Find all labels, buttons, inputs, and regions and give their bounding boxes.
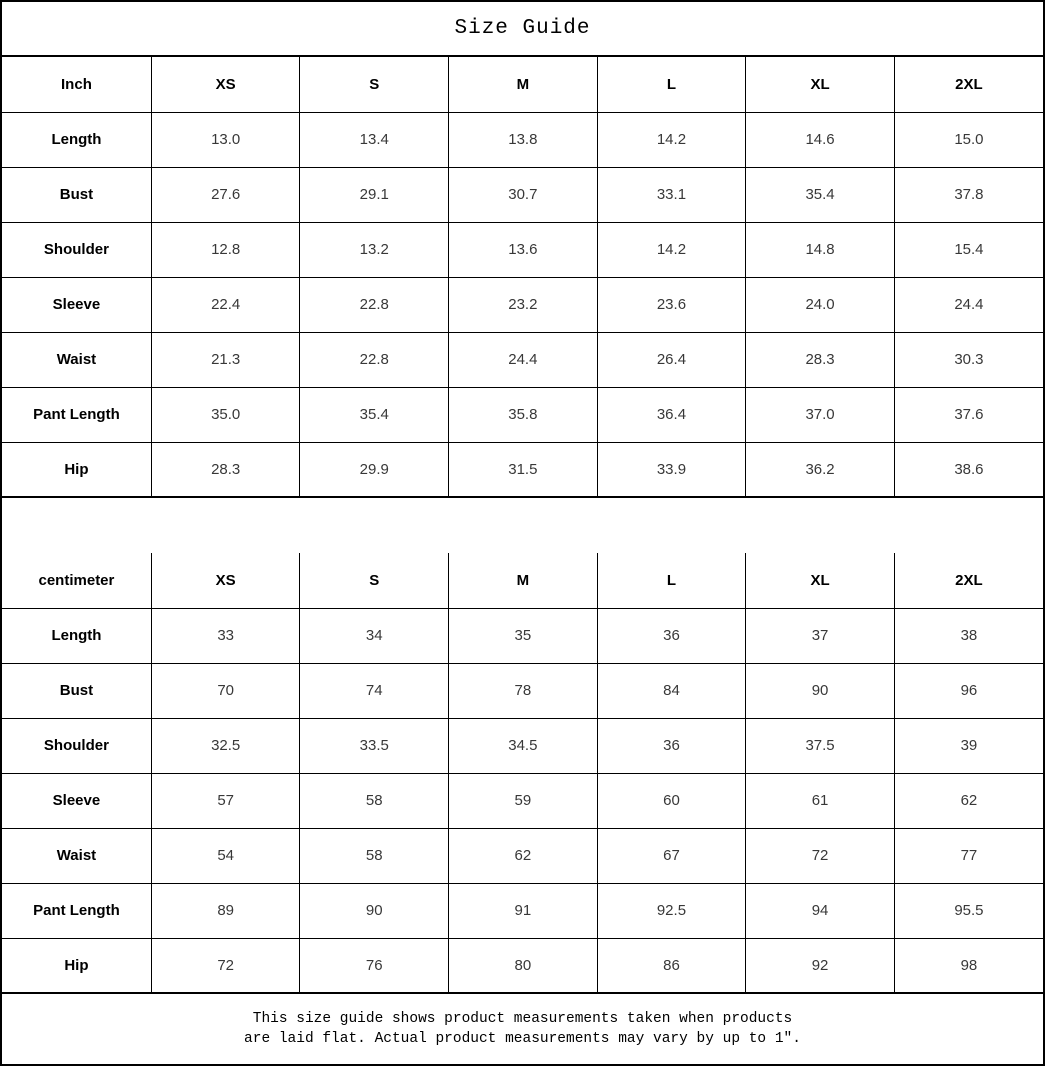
measurement-value-cell: 29.9 <box>300 442 449 497</box>
measurement-value-cell: 84 <box>597 663 746 718</box>
measurement-value-cell: 23.2 <box>449 277 598 332</box>
measurement-value-cell: 32.5 <box>151 718 300 773</box>
measurement-value-cell: 78 <box>449 663 598 718</box>
measurement-value-cell: 34.5 <box>449 718 598 773</box>
measurement-value-cell: 24.4 <box>449 332 598 387</box>
measurement-value-cell: 36 <box>597 608 746 663</box>
measurement-value-cell: 14.6 <box>746 112 895 167</box>
row-label-cell: Pant Length <box>2 883 151 938</box>
measurement-row <box>2 277 1043 332</box>
measurement-value-cell: 74 <box>300 663 449 718</box>
size-header-cell: XL <box>746 57 895 112</box>
measurement-value-cell: 98 <box>894 938 1043 993</box>
measurement-value-cell: 22.8 <box>300 332 449 387</box>
measurement-value-cell: 27.6 <box>151 167 300 222</box>
measurement-value-cell: 24.0 <box>746 277 895 332</box>
measurement-value-cell: 39 <box>894 718 1043 773</box>
measurement-value-cell: 70 <box>151 663 300 718</box>
measurement-value-cell: 72 <box>746 828 895 883</box>
measurement-value-cell: 15.4 <box>894 222 1043 277</box>
measurement-value-cell: 23.6 <box>597 277 746 332</box>
measurement-value-cell: 92.5 <box>597 883 746 938</box>
title-band <box>2 2 1043 57</box>
measurement-row <box>2 387 1043 442</box>
measurement-row <box>2 663 1043 718</box>
measurement-value-cell: 12.8 <box>151 222 300 277</box>
size-header-cell: M <box>449 57 598 112</box>
measurement-value-cell: 33.9 <box>597 442 746 497</box>
measurement-value-cell: 34 <box>300 608 449 663</box>
row-label-cell: Shoulder <box>2 718 151 773</box>
measurement-value-cell: 37.8 <box>894 167 1043 222</box>
row-label-cell: Bust <box>2 663 151 718</box>
measurement-value-cell: 30.7 <box>449 167 598 222</box>
footer-note-line-2: are laid flat. Actual product measurements may vary by up to 1″. <box>244 1030 801 1047</box>
measurement-value-cell: 28.3 <box>746 332 895 387</box>
measurement-value-cell: 33.1 <box>597 167 746 222</box>
measurement-value-cell: 77 <box>894 828 1043 883</box>
measurement-value-cell: 37.5 <box>746 718 895 773</box>
measurement-value-cell: 15.0 <box>894 112 1043 167</box>
measurement-value-cell: 35 <box>449 608 598 663</box>
row-label-cell: Hip <box>2 442 151 497</box>
measurement-value-cell: 72 <box>151 938 300 993</box>
measurement-value-cell: 59 <box>449 773 598 828</box>
measurement-value-cell: 24.4 <box>894 277 1043 332</box>
size-table-inch <box>2 57 1043 498</box>
measurement-value-cell: 26.4 <box>597 332 746 387</box>
measurement-value-cell: 58 <box>300 773 449 828</box>
measurement-value-cell: 14.2 <box>597 112 746 167</box>
measurement-value-cell: 35.4 <box>746 167 895 222</box>
measurement-value-cell: 91 <box>449 883 598 938</box>
measurement-value-cell: 37 <box>746 608 895 663</box>
row-label-cell: Waist <box>2 828 151 883</box>
measurement-value-cell: 67 <box>597 828 746 883</box>
measurement-value-cell: 36.2 <box>746 442 895 497</box>
measurement-value-cell: 13.2 <box>300 222 449 277</box>
measurement-value-cell: 31.5 <box>449 442 598 497</box>
unit-header-cell: Inch <box>2 57 151 112</box>
measurement-row <box>2 718 1043 773</box>
size-header-cell: M <box>449 553 598 608</box>
measurement-value-cell: 80 <box>449 938 598 993</box>
measurement-value-cell: 94 <box>746 883 895 938</box>
measurement-value-cell: 28.3 <box>151 442 300 497</box>
measurement-value-cell: 21.3 <box>151 332 300 387</box>
size-table-centimeter <box>2 553 1043 994</box>
size-header-cell: S <box>300 57 449 112</box>
measurement-value-cell: 76 <box>300 938 449 993</box>
measurement-value-cell: 36 <box>597 718 746 773</box>
header-row <box>2 57 1043 112</box>
measurement-value-cell: 35.0 <box>151 387 300 442</box>
measurement-row <box>2 608 1043 663</box>
measurement-value-cell: 35.4 <box>300 387 449 442</box>
row-label-cell: Pant Length <box>2 387 151 442</box>
size-header-cell: XS <box>151 57 300 112</box>
size-header-cell: XL <box>746 553 895 608</box>
measurement-value-cell: 60 <box>597 773 746 828</box>
measurement-value-cell: 54 <box>151 828 300 883</box>
row-label-cell: Sleeve <box>2 277 151 332</box>
page-title: Size Guide <box>454 17 591 40</box>
size-header-cell: 2XL <box>894 57 1043 112</box>
measurement-value-cell: 89 <box>151 883 300 938</box>
measurement-value-cell: 37.0 <box>746 387 895 442</box>
measurement-value-cell: 90 <box>746 663 895 718</box>
measurement-value-cell: 13.4 <box>300 112 449 167</box>
measurement-value-cell: 38 <box>894 608 1043 663</box>
measurement-value-cell: 90 <box>300 883 449 938</box>
measurement-row <box>2 938 1043 993</box>
row-label-cell: Hip <box>2 938 151 993</box>
size-header-cell: L <box>597 553 746 608</box>
measurement-value-cell: 35.8 <box>449 387 598 442</box>
measurement-value-cell: 13.8 <box>449 112 598 167</box>
measurement-row <box>2 883 1043 938</box>
measurement-value-cell: 62 <box>449 828 598 883</box>
measurement-value-cell: 61 <box>746 773 895 828</box>
size-header-cell: XS <box>151 553 300 608</box>
size-header-cell: 2XL <box>894 553 1043 608</box>
measurement-value-cell: 37.6 <box>894 387 1043 442</box>
measurement-value-cell: 58 <box>300 828 449 883</box>
row-label-cell: Length <box>2 112 151 167</box>
measurement-row <box>2 222 1043 277</box>
measurement-value-cell: 36.4 <box>597 387 746 442</box>
row-label-cell: Shoulder <box>2 222 151 277</box>
table-spacer <box>2 498 1043 553</box>
measurement-value-cell: 57 <box>151 773 300 828</box>
measurement-row <box>2 442 1043 497</box>
size-header-cell: L <box>597 57 746 112</box>
measurement-row <box>2 773 1043 828</box>
measurement-value-cell: 14.2 <box>597 222 746 277</box>
measurement-value-cell: 22.4 <box>151 277 300 332</box>
measurement-value-cell: 13.6 <box>449 222 598 277</box>
measurement-value-cell: 13.0 <box>151 112 300 167</box>
measurement-value-cell: 38.6 <box>894 442 1043 497</box>
measurement-value-cell: 86 <box>597 938 746 993</box>
measurement-row <box>2 112 1043 167</box>
measurement-value-cell: 33.5 <box>300 718 449 773</box>
measurement-row <box>2 828 1043 883</box>
row-label-cell: Length <box>2 608 151 663</box>
footer-note <box>2 994 1043 1064</box>
header-row <box>2 553 1043 608</box>
measurement-value-cell: 14.8 <box>746 222 895 277</box>
measurement-value-cell: 92 <box>746 938 895 993</box>
row-label-cell: Sleeve <box>2 773 151 828</box>
measurement-value-cell: 33 <box>151 608 300 663</box>
measurement-row <box>2 167 1043 222</box>
measurement-value-cell: 30.3 <box>894 332 1043 387</box>
size-header-cell: S <box>300 553 449 608</box>
measurement-row <box>2 332 1043 387</box>
measurement-value-cell: 29.1 <box>300 167 449 222</box>
row-label-cell: Bust <box>2 167 151 222</box>
row-label-cell: Waist <box>2 332 151 387</box>
unit-header-cell: centimeter <box>2 553 151 608</box>
measurement-value-cell: 62 <box>894 773 1043 828</box>
footer-note-line-1: This size guide shows product measurements taken when products <box>252 1010 793 1027</box>
measurement-value-cell: 22.8 <box>300 277 449 332</box>
measurement-value-cell: 96 <box>894 663 1043 718</box>
measurement-value-cell: 95.5 <box>894 883 1043 938</box>
